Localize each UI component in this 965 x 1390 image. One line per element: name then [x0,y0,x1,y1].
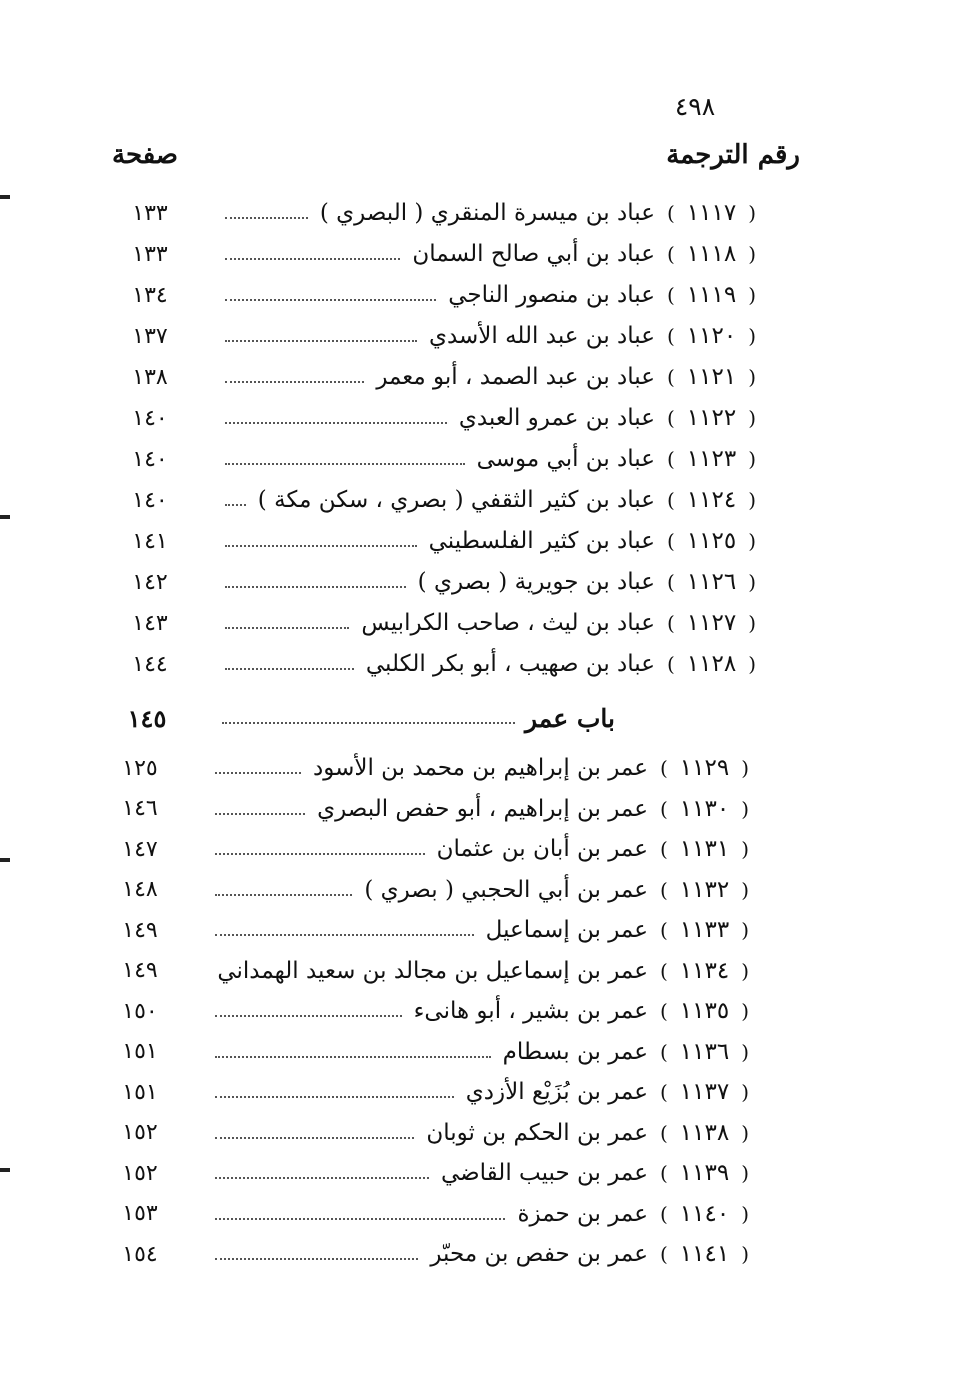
entry-number: ١١٢٨ [686,651,737,677]
index-entry [122,1194,753,1234]
dot-leader [225,217,308,219]
open-paren: ( [741,999,749,1023]
open-paren: ( [741,756,749,780]
index-entry [122,1113,753,1153]
dot-leader [215,1218,505,1220]
close-paren: ) [666,242,675,266]
entry-name: عمر بن أبي الحجبي ( بصري ) [364,876,648,903]
entry-name: عباد بن ليث ، صاحب الكرابيس [361,610,655,636]
index-entry [132,316,760,356]
close-paren: ) [659,837,668,861]
close-paren: ) [659,1039,668,1064]
dot-leader [225,381,364,383]
dot-leader [222,722,515,724]
index-entry [122,1072,753,1112]
entry-name: عمر بن بُزَيْع الأزدي [465,1079,648,1105]
close-paren: ) [666,447,675,471]
dot-leader [215,1177,429,1179]
entry-number: ١١٣٥ [679,998,730,1024]
entry-page-number: ١٤٩ [122,917,158,943]
close-paren: ) [666,283,675,307]
entry-number: ١١٢١ [686,364,737,390]
index-entry [122,1032,753,1072]
entry-number: ١١٣١ [679,836,730,862]
entry-name: عمر بن الحكم بن ثوبان [426,1119,648,1146]
index-entry [132,644,760,684]
open-paren: ( [741,1242,749,1266]
index-entry [122,951,753,991]
entry-number: ١١٤١ [679,1241,730,1267]
entry-number: ١١٢٣ [686,446,737,472]
close-paren: ) [666,201,675,225]
dot-leader [215,934,474,936]
open-paren: ( [748,570,756,594]
entry-page-number: ١٣٧ [132,323,168,349]
entry-page-number: ١٥٢ [122,1160,158,1186]
dot-leader [225,668,354,670]
entry-number: ١١٢٠ [686,323,737,349]
entry-page-number: ١٣٨ [132,364,168,390]
page-column-header: صفحة [112,140,178,170]
close-paren: ) [659,999,668,1023]
close-paren: ) [666,570,675,594]
index-entry [132,275,760,315]
dot-leader [215,813,305,815]
open-paren: ( [748,652,756,676]
dot-leader [215,894,352,896]
entry-number: ١١٣٦ [679,1038,730,1065]
entry-name: عباد بن عبد الله الأسدي [428,323,655,349]
index-entry [132,480,760,520]
open-paren: ( [748,242,756,266]
entry-number: ١١١٩ [686,282,737,308]
dot-leader [225,258,400,260]
open-paren: ( [741,1120,749,1145]
entry-name: عمر بن إسماعيل [485,917,648,943]
entry-name: عباد بن أبي موسى [476,446,655,472]
dot-leader [225,504,246,506]
index-entry [122,789,753,829]
entry-page-number: ١٥٤ [122,1241,158,1267]
dot-leader [225,586,406,588]
close-paren: ) [666,529,675,553]
entry-name: عباد بن عبد الصمد ، أبو معمر [376,364,655,390]
entry-name: عمر بن حبيب القاضي [440,1160,648,1186]
dot-leader [225,340,417,342]
index-entry [132,234,760,274]
entry-number: ١١٣٨ [679,1119,730,1146]
index-entry [122,910,753,950]
index-entry [132,562,760,602]
entry-page-number: ١٤٤ [132,651,168,677]
entry-page-number: ١٥٣ [122,1201,158,1226]
dot-leader [225,463,465,465]
dot-leader [215,1258,418,1260]
entry-number: ١١٢٥ [686,528,737,554]
close-paren: ) [666,488,675,512]
open-paren: ( [741,796,749,821]
margin-mark [0,195,10,199]
close-paren: ) [659,796,668,821]
open-paren: ( [741,1039,749,1064]
open-paren: ( [741,1161,749,1185]
margin-mark [0,515,10,519]
entry-number: ١١٢٢ [686,405,737,431]
entry-name: عمر بن بسطام [502,1038,648,1065]
page-number: ٤٩٨ [674,92,716,121]
dot-leader [225,422,447,424]
open-paren: ( [748,365,756,389]
open-paren: ( [741,837,749,861]
open-paren: ( [741,918,749,942]
open-paren: ( [741,877,749,902]
entry-page-number: ١٤٠ [132,487,168,513]
dot-leader [215,1056,491,1058]
close-paren: ) [666,406,675,430]
dot-leader [215,1137,414,1139]
entry-number: ١١٣٣ [679,917,730,943]
entry-number: ١١٣٤ [679,957,730,984]
entry-number: ١١٣٩ [679,1160,730,1186]
entry-page-number: ١٢٥ [122,755,158,781]
open-paren: ( [741,958,749,983]
entry-number: ١١٣٢ [679,876,730,903]
index-entry [132,439,760,479]
entry-number: ١١٣٠ [679,795,730,822]
dot-leader [225,627,349,629]
entry-name: عباد بن جويرية ( بصري ) [417,569,655,595]
open-paren: ( [741,1080,749,1104]
entry-name: عباد بن كثير الثقفي ( بصري ، سكن مكة ) [257,487,655,513]
entry-number: ١١٣٧ [679,1079,730,1105]
open-paren: ( [748,447,756,471]
entry-name: عمر بن بشير ، أبو هانىء [413,998,648,1024]
entry-page-number: ١٣٤ [132,282,168,308]
entry-number: ١١٢٩ [679,755,730,781]
open-paren: ( [748,324,756,348]
entry-name: عمر بن أبان بن عثمان [436,836,648,862]
close-paren: ) [659,756,668,780]
entry-page-number: ١٤٠ [132,446,168,472]
entry-number: ١١١٧ [686,200,737,226]
open-paren: ( [748,488,756,512]
entry-number: ١١١٨ [686,241,737,267]
close-paren: ) [659,918,668,942]
entry-page-number: ١٤٢ [132,569,168,595]
entry-page-number: ١٥١ [122,1079,158,1105]
open-paren: ( [748,283,756,307]
close-paren: ) [666,324,675,348]
entry-page-number: ١٤٦ [122,796,158,821]
entry-page-number: ١٥٢ [122,1120,158,1145]
index-entry [122,991,753,1031]
entry-number: ١١٢٧ [686,610,737,636]
entry-name: عمر بن حمزة [517,1200,648,1227]
entry-number: ١١٤٠ [679,1200,730,1227]
close-paren: ) [666,365,675,389]
entry-name: عباد بن عمرو العبدي [458,405,655,431]
index-entry [122,1153,753,1193]
entry-page-number: ١٤٠ [132,405,168,431]
close-paren: ) [659,1120,668,1145]
index-entry [122,748,753,788]
close-paren: ) [659,877,668,902]
dot-leader [215,1096,454,1098]
dot-leader [225,299,436,301]
entry-name: عمر بن إبراهيم بن محمد بن الأسود [312,755,648,781]
open-paren: ( [748,201,756,225]
margin-mark [0,1168,10,1172]
entry-page-number: ١٤١ [132,528,168,554]
entry-name: عمر بن إبراهيم ، أبو حفص البصري [317,795,648,822]
dot-leader [215,772,301,774]
entry-name: عباد بن صهيب ، أبو بكر الكلبي [365,651,655,677]
close-paren: ) [659,1161,668,1185]
section-page-number: ١٤٥ [127,703,167,733]
margin-mark [0,858,10,862]
entry-name: عباد بن منصور الناجي [448,282,655,308]
dot-leader [215,853,425,855]
entry-page-number: ١٤٧ [122,836,158,862]
section-title: باب عمر [525,703,615,733]
dot-leader [225,545,417,547]
close-paren: ) [666,652,675,676]
entry-number: ١١٢٦ [686,569,737,595]
index-entry [122,829,753,869]
entry-name: عمر بن حفص بن محبّر [430,1241,648,1267]
dot-leader [215,1015,402,1017]
index-entry [132,603,760,643]
entry-number: ١١٢٤ [686,487,737,513]
entry-name: عباد بن ميسرة المنقري ( البصري ) [319,200,655,226]
entry-page-number: ١٤٣ [132,610,168,636]
index-entry [132,521,760,561]
entry-number-header: رقم الترجمة [666,140,800,170]
entry-page-number: ١٥١ [122,1039,158,1064]
open-paren: ( [748,529,756,553]
index-entry [122,870,753,910]
entry-page-number: ١٤٨ [122,877,158,902]
close-paren: ) [659,1201,668,1226]
close-paren: ) [659,1242,668,1266]
entry-page-number: ١٣٣ [132,241,168,267]
index-entry [132,357,760,397]
entry-page-number: ١٣٣ [132,200,168,226]
close-paren: ) [659,958,668,983]
close-paren: ) [659,1080,668,1104]
index-entry [132,398,760,438]
open-paren: ( [741,1201,749,1226]
entry-page-number: ١٤٩ [122,958,158,983]
entry-name: عباد بن كثير الفلسطيني [428,528,655,554]
open-paren: ( [748,406,756,430]
entry-name: عمر بن إسماعيل بن مجالد بن سعيد الهمداني [217,957,648,984]
close-paren: ) [666,611,675,635]
open-paren: ( [748,611,756,635]
entry-page-number: ١٥٠ [122,998,158,1024]
section-heading [127,697,615,739]
entry-name: عباد بن أبي صالح السمان [412,241,655,267]
index-entry [132,193,760,233]
index-entry [122,1234,753,1274]
